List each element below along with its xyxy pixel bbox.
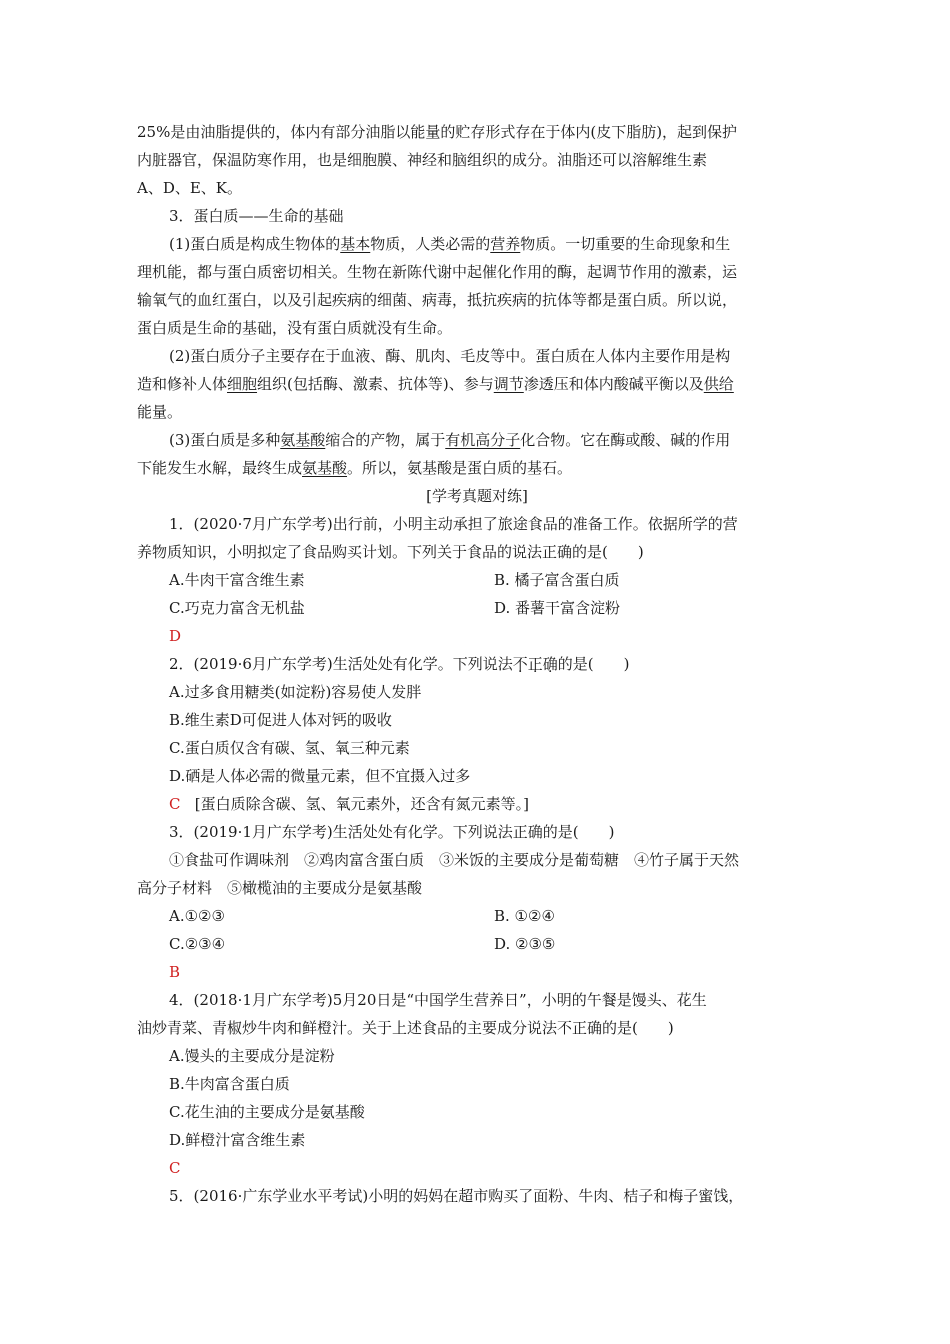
underlined-term: 氨基酸 xyxy=(280,431,326,449)
text: 化合物。它在酶或酸、碱的作用 xyxy=(520,431,731,449)
document-page xyxy=(137,118,817,1210)
q4-answer: C xyxy=(169,1159,181,1177)
q3-options-row-2 xyxy=(137,930,817,958)
q3-answer: B xyxy=(169,963,181,981)
text: (3)蛋白质是多种 xyxy=(169,431,281,449)
q2-answer: C xyxy=(169,795,181,813)
intro-line-2: 内脏器官，保温防寒作用，也是细胞膜、神经和脑组织的成分。油脂还可以溶解维生素 xyxy=(137,151,708,169)
paragraph-1-line-2: 理机能，都与蛋白质密切相关。生物在新陈代谢中起催化作用的酶，起调节作用的激素，运 xyxy=(137,263,738,281)
underlined-term: 营养 xyxy=(490,235,521,253)
q2-answer-row xyxy=(137,790,817,818)
q3-option-b: B. ①②④ xyxy=(494,907,555,925)
underlined-term: 氨基酸 xyxy=(302,459,348,477)
emphasis-char: 不 xyxy=(512,655,528,673)
q2-stem xyxy=(137,650,817,678)
paragraph-2-line-3: 能量。 xyxy=(137,403,183,421)
q2-option-d: D.硒是人体必需的微量元素，但不宜摄入过多 xyxy=(169,767,471,785)
underlined-term: 调节 xyxy=(493,375,524,393)
paragraph-1-line-3: 输氧气的血红蛋白，以及引起疾病的细菌、病毒，抵抗疾病的抗体等都是蛋白质。所以说， xyxy=(137,291,738,309)
q4-option-a: A.馒头的主要成分是淀粉 xyxy=(169,1047,335,1065)
q2-option-a: A.过多食用糖类(如淀粉)容易使人发胖 xyxy=(169,683,422,701)
text: 缩合的产物，属于 xyxy=(325,431,446,449)
paragraph-3-line-2 xyxy=(137,454,817,482)
text: 造和修补人体 xyxy=(137,375,228,393)
text: 的是( ) xyxy=(557,655,630,673)
text: 下能发生水解，最终生成 xyxy=(137,459,303,477)
q1-stem-line-1: 1．(2020·7月广东学考)出行前，小明主动承担了旅途食品的准备工作。依据所学的营 xyxy=(169,515,738,533)
underlined-term: 细胞 xyxy=(227,375,258,393)
q1-option-d: D. 番薯干富含淀粉 xyxy=(494,599,621,617)
q4-option-d: D.鲜橙汁富含维生素 xyxy=(169,1131,306,1149)
q1-option-a: A.牛肉干富含维生素 xyxy=(169,571,305,589)
q1-option-c: C.巧克力富含无机盐 xyxy=(169,599,305,617)
text: 2．(2019·6月广东学考)生活处处有化学。下列说法 xyxy=(169,655,513,673)
q3-stem-line-1: 3．(2019·1月广东学考)生活处处有化学。下列说法正确的是( ) xyxy=(169,823,615,841)
underlined-term: 供给 xyxy=(703,375,734,393)
section-3-heading: 3．蛋白质——生命的基础 xyxy=(169,207,344,225)
intro-line-1: 25%是由油脂提供的，体内有部分油脂以能量的贮存形式存在于体内(皮下脂肪)，起到保护 xyxy=(137,123,738,141)
underlined-term: 基本 xyxy=(340,235,371,253)
q3-option-a: A.①②③ xyxy=(169,907,225,925)
q3-option-c: C.②③④ xyxy=(169,935,226,953)
emphasis-char: 正 xyxy=(527,655,543,673)
emphasis-char: 确 xyxy=(542,655,558,673)
q2-option-c: C.蛋白质仅含有碳、氢、氧三种元素 xyxy=(169,739,410,757)
text: 渗透压和体内酸碱平衡以及 xyxy=(523,375,704,393)
q3-stem-line-2: ①食盐可作调味剂 ②鸡肉富含蛋白质 ③米饭的主要成分是葡萄糖 ④竹子属于天然 xyxy=(169,851,740,869)
q3-option-d: D. ②③⑤ xyxy=(494,935,556,953)
q4-stem-line-2: 油炒青菜、青椒炒牛肉和鲜橙汁。关于上述食品的主要成分说法不正确的是( ) xyxy=(137,1019,674,1037)
q2-explanation: [蛋白质除含碳、氢、氧元素外，还含有氮元素等。] xyxy=(194,795,530,813)
q2-option-b: B.维生素D可促进人体对钙的吸收 xyxy=(169,711,392,729)
text: 物质，人类必需的 xyxy=(370,235,491,253)
intro-line-3: A、D、E、K。 xyxy=(137,179,243,197)
text: 组织(包括酶、激素、抗体等)、参与 xyxy=(257,375,494,393)
q1-options-row-1 xyxy=(137,566,817,594)
text: 。所以，氨基酸是蛋白质的基石。 xyxy=(347,459,573,477)
underlined-term: 有机高分子 xyxy=(445,431,521,449)
q4-option-c: C.花生油的主要成分是氨基酸 xyxy=(169,1103,365,1121)
q1-answer: D xyxy=(169,627,182,645)
paragraph-1-line-1 xyxy=(137,230,817,258)
q1-option-b: B. 橘子富含蛋白质 xyxy=(494,571,620,589)
q3-stem-line-3: 高分子材料 ⑤橄榄油的主要成分是氨基酸 xyxy=(137,879,423,897)
text: 物质。一切重要的生命现象和生 xyxy=(520,235,731,253)
paragraph-2-line-1: (2)蛋白质分子主要存在于血液、酶、肌肉、毛皮等中。蛋白质在人体内主要作用是构 xyxy=(169,347,731,365)
text: (1)蛋白质是构成生物体的 xyxy=(169,235,341,253)
q4-option-b: B.牛肉富含蛋白质 xyxy=(169,1075,290,1093)
q5-stem-line-1: 5．(2016·广东学业水平考试)小明的妈妈在超市购买了面粉、牛肉、桔子和梅子蜜饯， xyxy=(169,1187,744,1205)
paragraph-1-line-4: 蛋白质是生命的基础，没有蛋白质就没有生命。 xyxy=(137,319,453,337)
q4-stem-line-1: 4．(2018·1月广东学考)5月20日是“中国学生营养日”，小明的午餐是馒头、花生 xyxy=(169,991,707,1009)
paragraph-3-line-1 xyxy=(137,426,817,454)
section-title: [学考真题对练] xyxy=(426,487,528,505)
q1-stem-line-2: 养物质知识，小明拟定了食品购买计划。下列关于食品的说法正确的是( ) xyxy=(137,543,644,561)
paragraph-2-line-2 xyxy=(137,370,817,398)
q1-options-row-2 xyxy=(137,594,817,622)
q3-options-row-1 xyxy=(137,902,817,930)
